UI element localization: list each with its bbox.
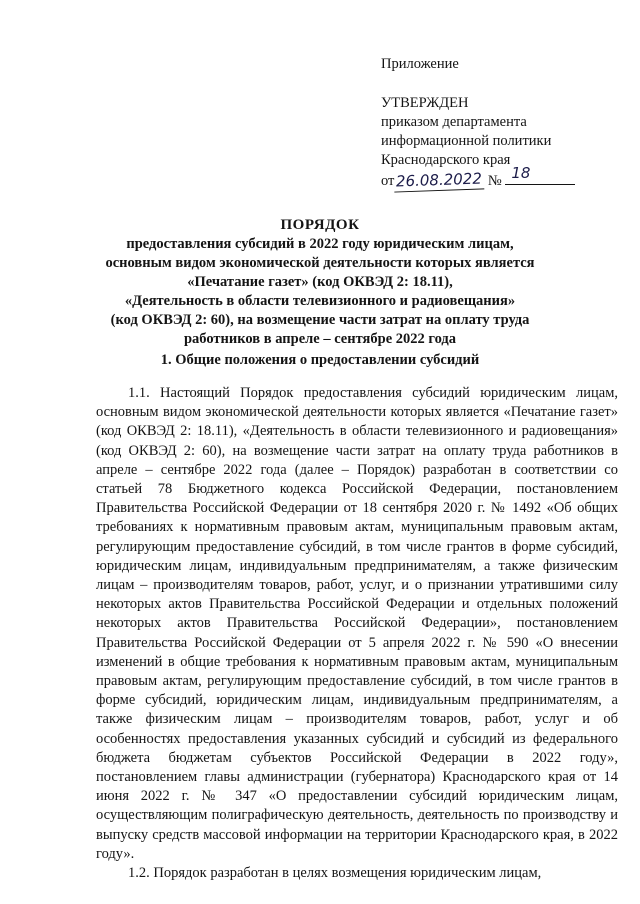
- approval-line-order: приказом департамента: [381, 114, 527, 130]
- number-prefix: №: [487, 173, 502, 189]
- number-field: [505, 164, 575, 185]
- document-title: [0, 216, 640, 349]
- section-heading: 1. Общие положения о предоставлении субсидий: [160, 352, 480, 368]
- title-line: «Деятельность в области телевизионного и радиовещания»: [124, 293, 516, 309]
- document-body: [96, 384, 618, 883]
- appendix-label: Приложение: [381, 56, 459, 72]
- title-line: (код ОКВЭД 2: 60), на возмещение части затрат на оплату труда: [110, 312, 530, 328]
- title-line: работников в апреле – сентябре 2022 года: [183, 331, 457, 347]
- title-line: основным видом экономической деятельности которых является: [105, 255, 535, 271]
- approval-block: [381, 55, 631, 191]
- approval-line-department: информационной политики: [381, 133, 552, 149]
- title-line: предоставления субсидий в 2022 году юридическим лицам,: [126, 236, 514, 252]
- date-prefix: от: [381, 173, 395, 189]
- approval-line-region: Краснодарского края: [381, 152, 511, 168]
- paragraph-1-2: 1.2. Порядок разработан в целях возмещения юридическим лицам,: [128, 865, 542, 882]
- handwritten-date: 26.08.2022: [394, 169, 485, 192]
- approval-line-approved: УТВЕРЖДЕН: [381, 95, 469, 111]
- handwritten-number: 18: [511, 164, 531, 182]
- approval-date-number-line: [381, 164, 631, 191]
- title-line: «Печатание газет» (код ОКВЭД 2: 18.11),: [187, 274, 453, 290]
- paragraph-1-1: 1.1. Настоящий Порядок предоставления субсидий юридическим лицам, основным видом экономической деятельности которых является «Печатание газет» (код ОКВЭД 2: 18.11), «Деятельность в области телевизионного и радиовещания» (код ОКВЭД 2: 60), на возмещение части затрат на оплату труда работников в апреле – сентябре 2022 года (далее – Порядок) разработан в соответствии со статьей 78 Бюджетного кодекса Российской Федерации, постановлением Правительства Российской Федерации от 18 сентября 2020 г. № 1492 «Об общих требованиях к нормативным правовым актам, муниципальным правовым актам, регулирующим предоставление субсидий, в том числе грантов в форме субсидий, юридическим лицам, индивидуальным предпринимателям, а также физическим лицам – производителям товаров, работ, услуг, и о признании утратившими силу некоторых актов Правительства Российской Федерации и отдельных положений некоторых актов Правительства Российской Федерации», постановлением Правительства Российской Федерации от 5 апреля 2022 г. № 590 «О внесении изменений в общие требования к нормативным правовым актам, муниципальным правовым актам, регулирующим предоставление субсидий, в том числе грантов в форме субсидий, юридическим лицам, индивидуальным предпринимателям, а также физическим лицам – производителям товаров, работ, услуг и об особенностях предоставления указанных субсидий и субсидий из федерального бюджета бюджетам субъектов Российской Федерации в 2022 году», постановлением главы администрации (губернатора) Краснодарского края от 14 июня 2022 г. № 347 «О предоставлении субсидий юридическим лицам, осуществляющим полиграфическую деятельность, деятельность по производству и выпуску средств массовой информации на территории Краснодарского края, в 2022 году».: [96, 385, 618, 862]
- title-main: ПОРЯДОК: [280, 217, 360, 233]
